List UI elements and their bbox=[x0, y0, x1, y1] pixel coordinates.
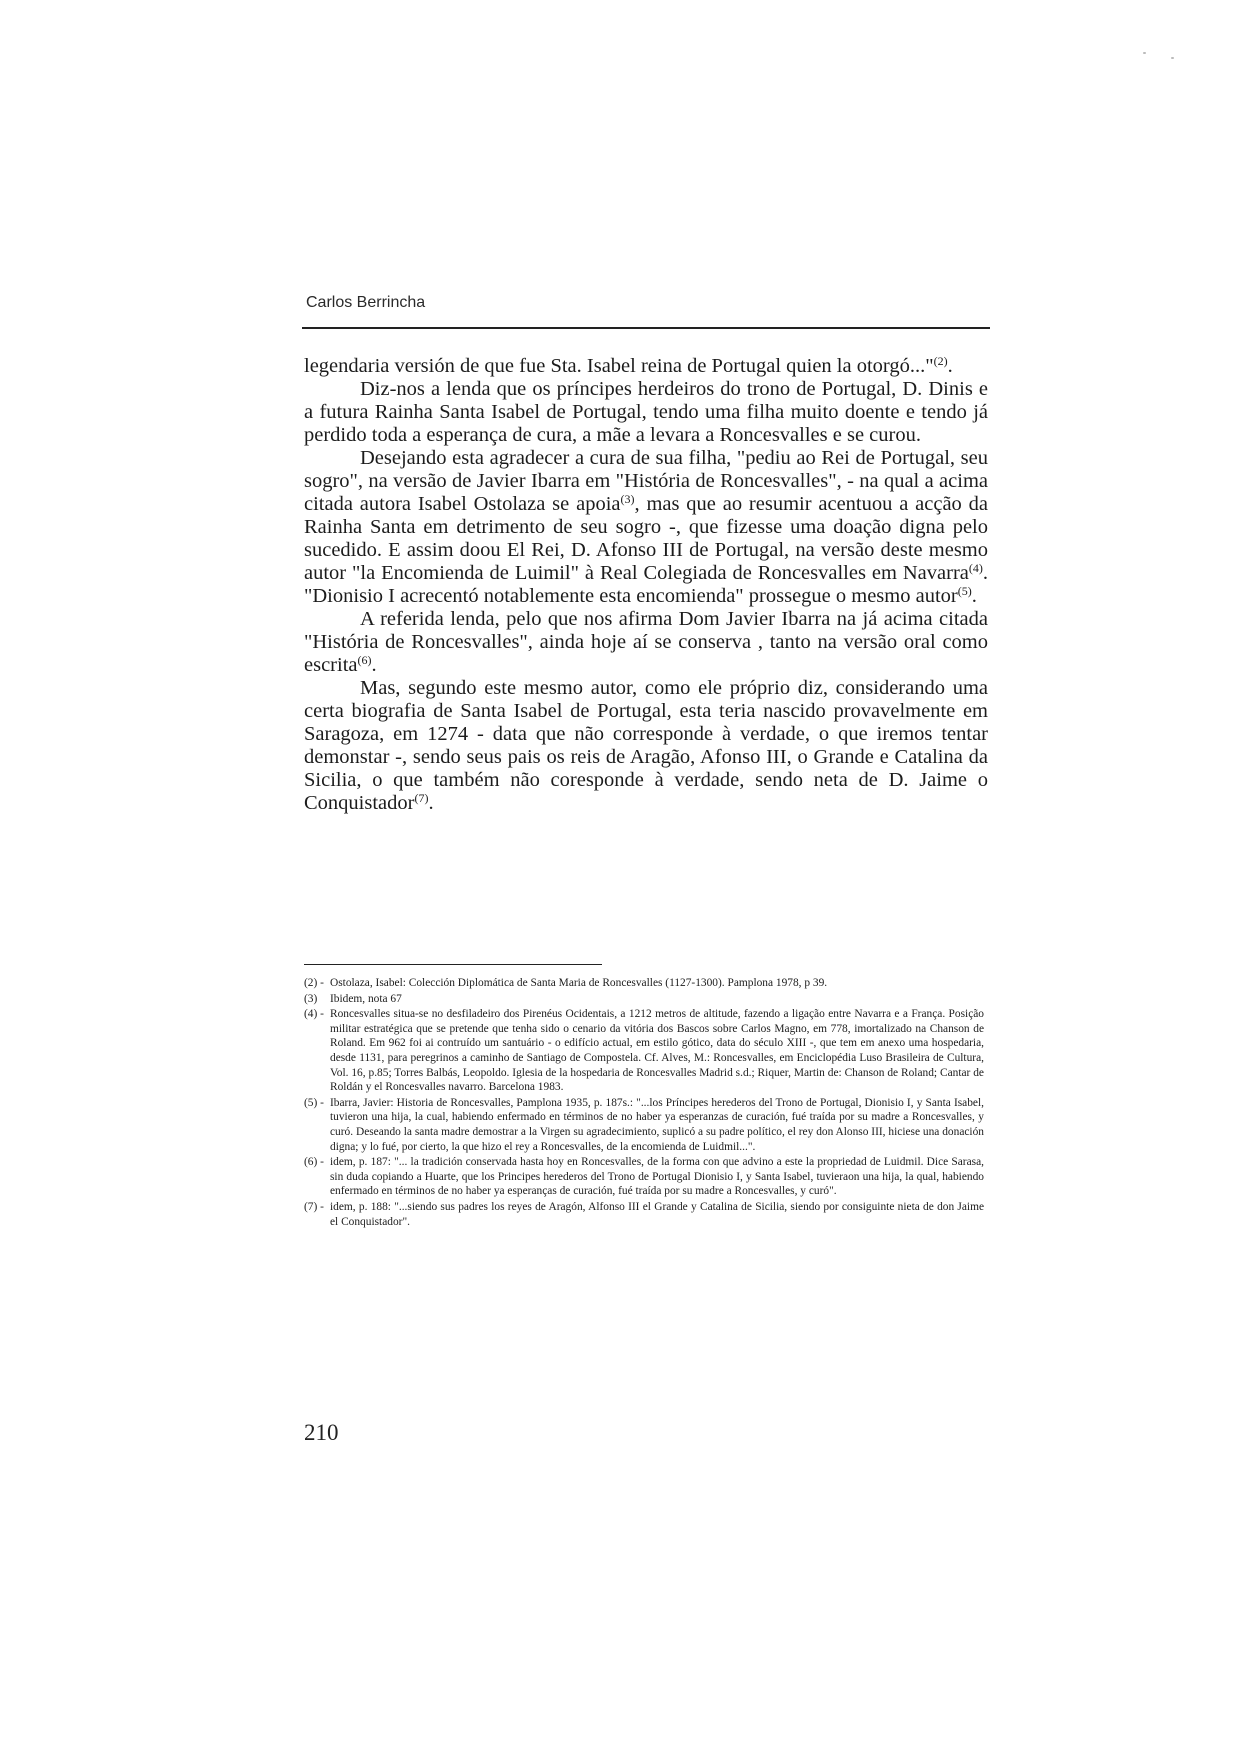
footnote-text: Ostolaza, Isabel: Colección Diplomática de Santa Maria de Roncesvalles (1127-1300). Pamplona 1978, p 39. bbox=[330, 977, 828, 989]
note-ref-5: (5) bbox=[957, 584, 972, 598]
footnote-text: idem, p. 187: "... la tradición conservada hasta hoy en Roncesvalles, de la forma con que advino a este la propriedad de Luidmil. Dice Sarasa, sin duda copiando a Huarte, que los Principes herederos del Trono de Portugal Dionisio I, y Santa Isabel, tuvieraon una hija, la qual, habiendo enfermado en términos de no haber ya esperanças de curación, fué traída por su madre a Roncesvalles, y curó". bbox=[330, 1156, 984, 1198]
running-head: Carlos Berrincha bbox=[306, 294, 426, 311]
footnote-number: (3) bbox=[304, 992, 318, 1005]
note-ref-7: (7) bbox=[414, 791, 429, 805]
footnote-rule bbox=[304, 964, 602, 965]
footnote bbox=[304, 1096, 984, 1154]
paragraph-5: Mas, segundo este mesmo autor, como ele próprio diz, considerando uma certa biografia de Santa Isabel de Portugal, esta teria nascido provavelmente em Saragoza, em 1274 - data que não corresponde à verdade, o que iremos tentar demonstar -, sendo seus pais os reis de Aragão, Afonso III, o Grande e Catalina da Sicilia, o que também não coresponde à verdade, sendo neta de D. Jaime o Conquistador$^{(7)}$. bbox=[304, 677, 988, 814]
page-number: 210 bbox=[304, 1420, 339, 1445]
footnote bbox=[304, 1200, 984, 1229]
footnote-number: (7) - bbox=[304, 1200, 324, 1213]
header-rule bbox=[302, 327, 990, 329]
footnote-text: Ibarra, Javier: Historia de Roncesvalles, Pamplona 1935, p. 187s.: "...los Príncipes herederos del Trono de Portugal, Dionisio I, y Santa Isabel, tuvieron una hija, la cual, habiendo enfermado en términos de no haber ya esperanzas de curación, fué traída por su madre a Roncesvalles, y curó. Deseando la santa madre demostrar a la Virgen su agradecimiento, suplicó a su padre político, el rey don Alonso III, hiciese una donación digna; y lo fué, por cierto, la que hizo el rey a Roncesvalles, de la encomienda de Luidmil...". bbox=[330, 1096, 984, 1153]
paragraph-4: A referida lenda, pelo que nos afirma Dom Javier Ibarra na já acima citada "História de Roncesvalles", ainda hoje aí se conserva , tanto na versão oral como escrita$^{(6)}$. bbox=[304, 608, 988, 676]
footnote-number: (6) - bbox=[304, 1156, 324, 1169]
scan-speck bbox=[1143, 52, 1146, 54]
paragraph-2: Diz-nos a lenda que os príncipes herdeiros do trono de Portugal, D. Dinis e a futura Rainha Santa Isabel de Portugal, tendo uma filha muito doente e tendo já perdido toda a esperança de cura, a mãe a levara a Roncesvalles e se curou. bbox=[304, 378, 988, 446]
note-ref-2: (2) bbox=[933, 354, 948, 368]
footnotes bbox=[304, 976, 984, 1230]
footnote bbox=[304, 1007, 984, 1095]
footnote-text: Roncesvalles situa-se no desfiladeiro dos Pirenéus Ocidentais, a 1212 metros de altitude, fazendo a ligação entre Navarra e a França. Posição militar estratégica que se pretende que tenha sido o cenario da vitória dos Bascos sobre Carlos Magno, em 778, imortalizado na Chanson de Roland. Em 962 foi ai contruído um santuário - o edifício actual, em estilo gótico, data do século XIII -, que tem em anexo uma hospedaria, desde 1131, para peregrinos a caminho de Santiago de Compostela. Cf. Alves, M.: Roncesvalles, em Enciclopédia Luso Brasileira de Cultura, Vol. 16, p.85; Torres Balbás, Leopoldo. Iglesia de la hospedaria de Roncesvalles Madrid s.d.; Riquer, Martin de: Chanson de Roland; Cantar de Roldán y el Roncesvalles navarro. Barcelona 1983. bbox=[330, 1008, 984, 1094]
note-ref-6: (6) bbox=[357, 653, 372, 667]
footnote-number: (4) - bbox=[304, 1008, 324, 1021]
footnote bbox=[304, 1155, 984, 1199]
footnote-number: (2) - bbox=[304, 977, 324, 989]
note-ref-3: (3) bbox=[620, 492, 635, 506]
footnote-number: (5) - bbox=[304, 1096, 324, 1109]
footnote-text: idem, p. 188: "...siendo sus padres los reyes de Aragón, Alfonso III el Grande y Catalina de Sicilia, siendo por consiguinte nieta de don Jaime el Conquistador". bbox=[330, 1200, 984, 1228]
body-text bbox=[304, 355, 988, 815]
footnote-text: Ibidem, nota 67 bbox=[330, 992, 402, 1005]
footnote bbox=[304, 992, 984, 1007]
scan-speck bbox=[1171, 57, 1174, 59]
footnote bbox=[304, 976, 984, 991]
note-ref-4: (4) bbox=[968, 561, 983, 575]
paragraph-3: Desejando esta agradecer a cura de sua filha, "pediu ao Rei de Portugal, seu sogro", na versão de Javier Ibarra em "História de Roncesvalles", - na qual a acima citada autora Isabel Ostolaza se apoia$^{(3)}$, mas que ao resumir acentuou a acção da Rainha Santa em detrimento de seu sogro -, que fizesse uma doação digna pelo sucedido. E assim doou El Rei, D. Afonso III de Portugal, na versão deste mesmo autor "la Encomienda de Luimil" à Real Colegiada de Roncesvalles em Navarra$^{(4)}$. "Dionisio I acrecentó notablemente esta encomienda" prossegue o mesmo autor$^{(5)}$. bbox=[304, 447, 988, 607]
paragraph-1: legendaria versión de que fue Sta. Isabel reina de Portugal quien la otorgó..."$^{(2)}$. bbox=[304, 354, 953, 377]
